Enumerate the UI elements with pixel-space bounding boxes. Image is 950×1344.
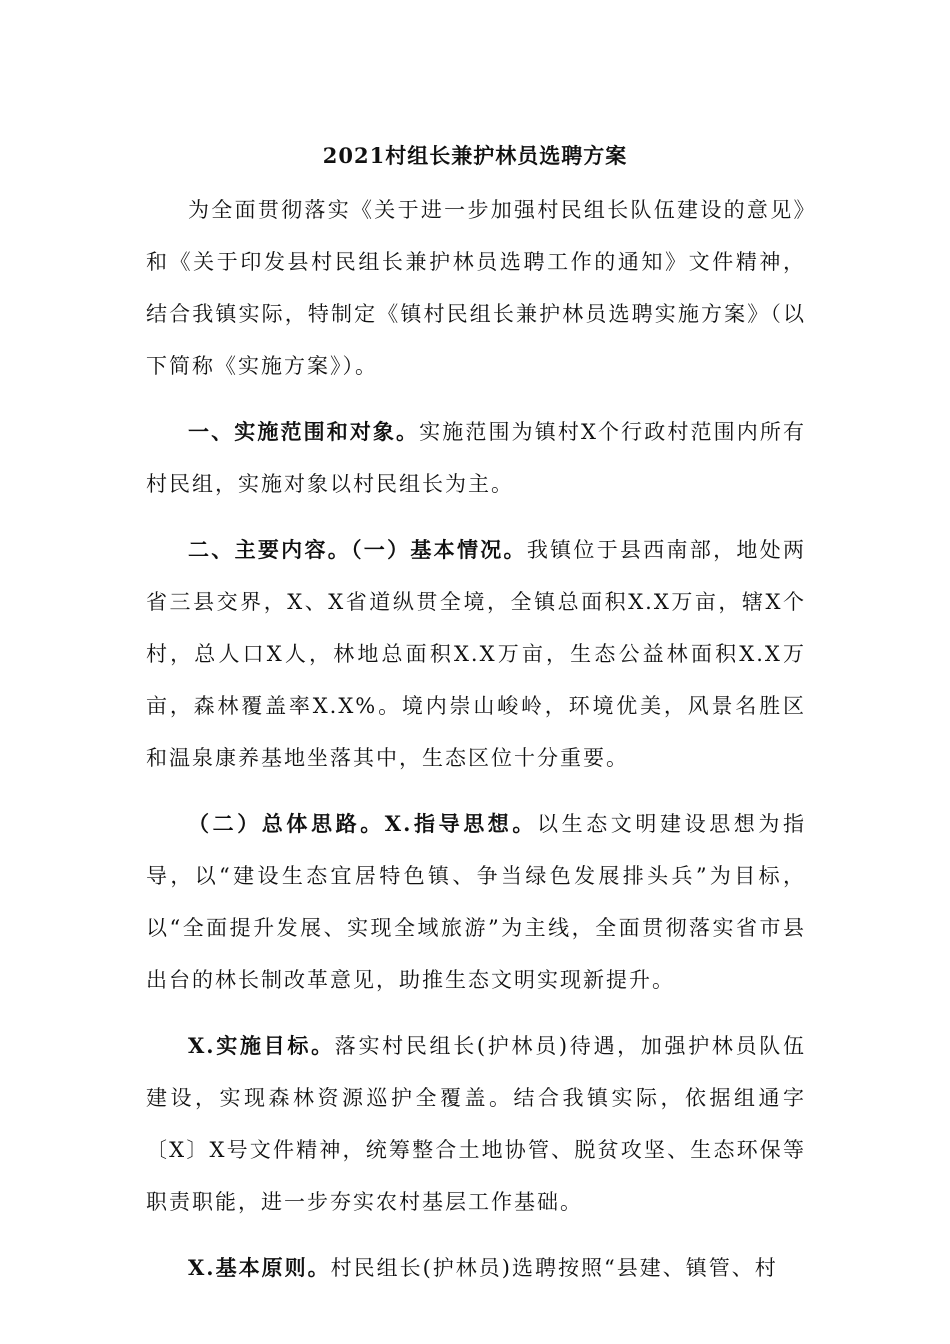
text-scope: 实施范围为镇村X个行政村范围内所有村民组，实施对象以村民组长为主。 <box>146 420 806 496</box>
heading-principle: X.基本原则。 <box>188 1255 331 1280</box>
paragraph-scope <box>146 406 806 510</box>
heading-content: 二、主要内容。（一）基本情况。 <box>188 537 527 562</box>
text-principle: 村民组长(护林员)选聘按照“县建、镇管、村 <box>330 1256 778 1280</box>
paragraph-thinking <box>146 798 806 1006</box>
text-thinking: 以生态文明建设思想为指导，以“建设生态宜居特色镇、争当绿色发展排头兵”为目标，以“全面提升发展、实现全域旅游”为主线，全面贯彻落实省市县出台的林长制改革意见，助推生态文明实现新提升。 <box>146 812 806 992</box>
paragraph-intro: 为全面贯彻落实《关于进一步加强村民组长队伍建设的意见》和《关于印发县村民组长兼护林员选聘工作的通知》文件精神，结合我镇实际，特制定《镇村民组长兼护林员选聘实施方案》（以下简称《实施方案》）。 <box>146 198 806 378</box>
paragraph-principle <box>146 1242 806 1294</box>
heading-thinking: （二）总体思路。X.指导思想。 <box>188 811 537 836</box>
document-title: 2021村组长兼护林员选聘方案 <box>322 143 628 168</box>
document-body <box>146 184 806 1304</box>
paragraph-content <box>146 524 806 784</box>
heading-scope: 一、实施范围和对象。 <box>188 419 420 444</box>
text-content: 我镇位于县西南部，地处两省三县交界，X、X省道纵贯全境，全镇总面积X.X万亩，辖X个村，总人口X人，林地总面积X.X万亩，生态公益林面积X.X万亩，森林覆盖率X.X%。境内崇山峻岭，环境优美，风景名胜区和温泉康养基地坐落其中，生态区位十分重要。 <box>146 538 807 770</box>
text-goal: 落实村民组长(护林员)待遇，加强护林员队伍建设，实现森林资源巡护全覆盖。结合我镇实际，依据组通字〔X〕X号文件精神，统筹整合土地协管、脱贫攻坚、生态环保等职责职能，进一步夯实农村基层工作基础。 <box>146 1034 806 1214</box>
paragraph-goal <box>146 1020 806 1228</box>
heading-goal: X.实施目标。 <box>188 1033 335 1058</box>
